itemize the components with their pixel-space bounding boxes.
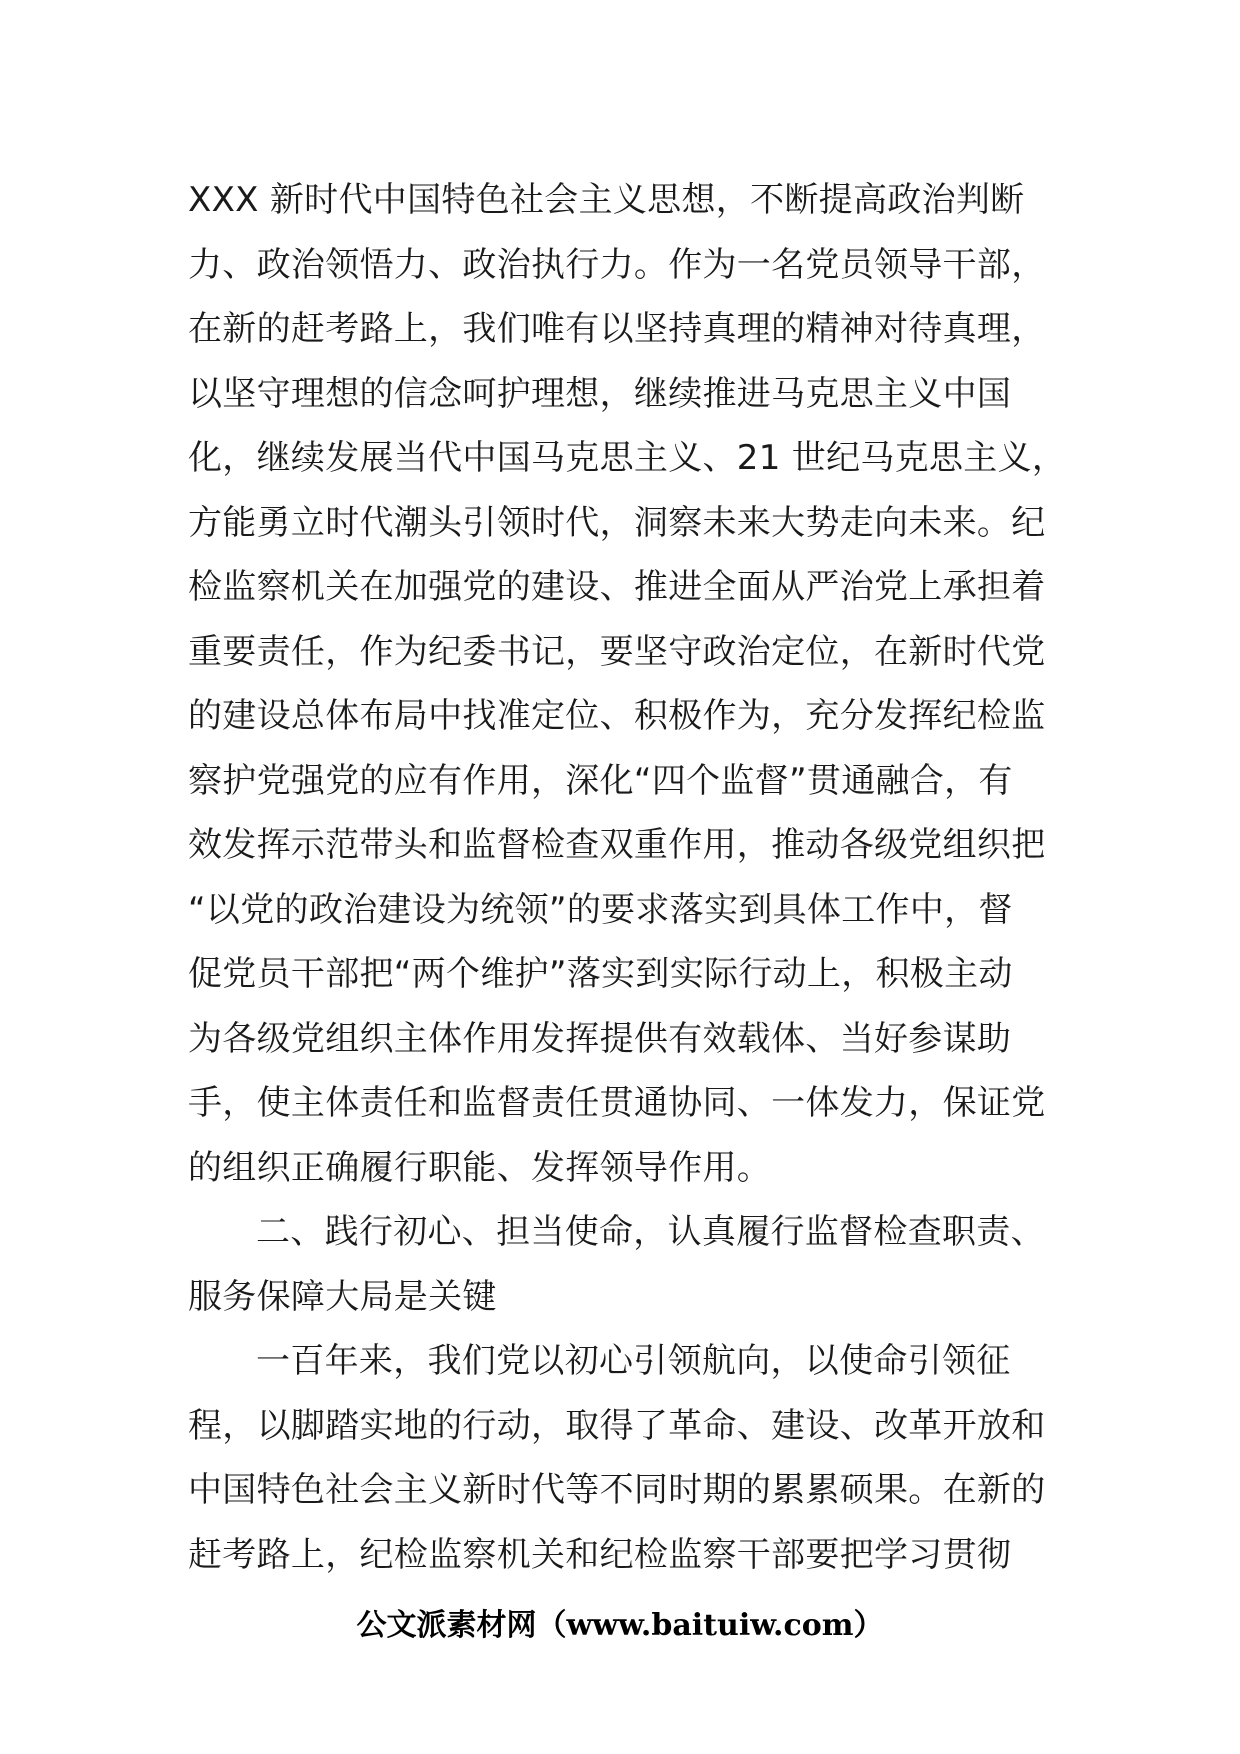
text-line: “以党的政治建设为统领”的要求落实到具体工作中，督 (188, 889, 1013, 930)
text-line: 中国特色社会主义新时代等不同时期的累累硕果。在新的 (188, 1470, 1046, 1510)
text-line: 在新的赶考路上，我们唯有以坚持真理的精神对待真理， (188, 309, 1046, 349)
text-line: 方能勇立时代潮头引领时代，洞察未来大势走向未来。纪 (188, 502, 1046, 543)
text-line: 手，使主体责任和监督责任贯通协同、一体发力，保证党 (188, 1083, 1046, 1123)
text-line: 的建设总体布局中找准定位、积极作为，充分发挥纪检监 (188, 696, 1046, 736)
text-line: 力、政治领悟力、政治执行力。作为一名党员领导干部， (188, 244, 1046, 285)
text-line: XXX 新时代中国特色社会主义思想，不断提高政治判断 (188, 180, 1025, 220)
text-line: 一百年来，我们党以初心引领航向，以使命引领征 (256, 1341, 1011, 1381)
paragraph-1 (188, 168, 1067, 1200)
heading-line: 二、践行初心、担当使命，认真履行监督检查职责、 (256, 1212, 1045, 1252)
text-line: 以坚守理想的信念呵护理想，继续推进马克思主义中国 (188, 373, 1012, 414)
text-line: 化，继续发展当代中国马克思主义、21 世纪马克思主义， (188, 438, 1067, 478)
text-line: 赶考路上，纪检监察机关和纪检监察干部要把学习贯彻 (188, 1534, 1012, 1575)
text-line: 效发挥示范带头和监督检查双重作用，推动各级党组织把 (188, 825, 1046, 865)
section-heading-2 (188, 1200, 1058, 1329)
text-line: 重要责任，作为纪委书记，要坚守政治定位，在新时代党 (188, 631, 1046, 672)
text-line: 为各级党组织主体作用发挥提供有效载体、当好参谋助 (188, 1018, 1012, 1059)
document-body (188, 168, 1067, 1587)
text-line: 促党员干部把“两个维护”落实到实际行动上，积极主动 (188, 954, 1013, 994)
heading-line: 服务保障大局是关键 (188, 1276, 497, 1317)
paragraph-2 (188, 1329, 1058, 1587)
text-line: 检监察机关在加强党的建设、推进全面从严治党上承担着 (188, 567, 1046, 607)
text-line: 程，以脚踏实地的行动，取得了革命、建设、改革开放和 (188, 1405, 1046, 1446)
text-line: 的组织正确履行职能、发挥领导作用。 (188, 1147, 772, 1188)
footer-watermark: 公文派素材网（www.baituiw.com） (356, 1608, 884, 1643)
text-line: 察护党强党的应有作用，深化“四个监督”贯通融合，有 (188, 760, 1013, 801)
